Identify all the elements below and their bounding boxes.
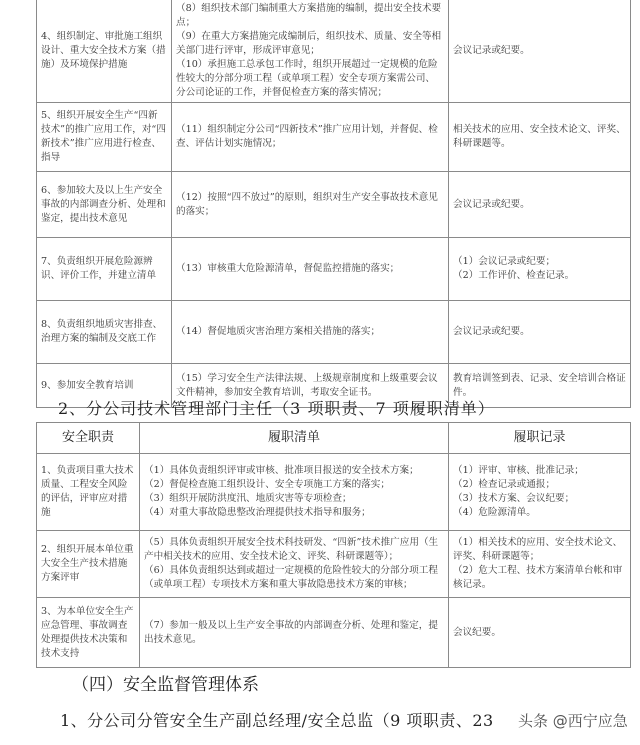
tasks-line: （2）督促检查施工组织设计、安全专项施工方案的落实；	[144, 479, 390, 490]
records-line: 会议记录或纪要。	[453, 198, 530, 210]
tasks-line: （5）具体负责组织开展安全技术科技研发、“四新”技术推广应用（生产中相关技术的应用、安全技术论文、评奖、科研课题等）；	[144, 537, 439, 562]
tasks-line: （14）督促地质灾害治理方案相关措施的落实；	[176, 326, 381, 337]
duty-cell: 6、参加较大及以上生产安全事故的内部调查分析、处理和鉴定，提出技术意见	[37, 172, 172, 238]
header-tasks: 履职清单	[140, 423, 449, 454]
duty-table-1	[36, 0, 631, 408]
records-line: 会议记录或纪要。	[453, 45, 530, 56]
records-line: 会议记录或纪要。	[453, 326, 530, 337]
records-line: （2）危大工程、技术方案清单台帐和审核记录。	[453, 565, 623, 590]
records-cell	[449, 103, 631, 172]
records-line: 教育培训签到表、记录、安全培训合格证件。	[453, 372, 626, 398]
table-row	[37, 103, 631, 172]
tasks-line: （7）参加一般及以上生产安全事故的内部调查分析、处理和鉴定，提出技术意见。	[144, 619, 438, 645]
section-heading-tech-dept: 2、分公司技术管理部门主任（3 项职责、7 项履职清单）	[58, 399, 495, 418]
tasks-line: （8）组织技术部门编制重大方案措施的编制，提出安全技术要点；	[176, 3, 442, 28]
table-row	[37, 0, 631, 103]
tasks-line: （9）在重大方案措施完成编制后，组织技术、质量、安全等相关部门进行评审，形成评审意见；	[176, 31, 442, 56]
duty-cell: 2、组织开展本单位重大安全生产技术措施方案评审	[37, 531, 140, 598]
subsection-heading-deputy-gm: 1、分公司分管安全生产副总经理/安全总监（9 项职责、23	[60, 711, 494, 730]
table-row	[37, 238, 631, 301]
watermark: 头条 @西宁应急	[518, 712, 628, 730]
records-line: （1）会议记录或纪要；	[453, 256, 556, 267]
duty-table-2	[36, 422, 631, 668]
tasks-line: （3）组织开展防洪度汛、地质灾害等专项检查；	[144, 493, 352, 504]
header-duty: 安全职责	[37, 423, 140, 454]
tasks-line: （13）审核重大危险源清单，督促监控措施的落实；	[176, 263, 400, 274]
tasks-cell	[172, 238, 449, 301]
records-cell	[449, 0, 631, 103]
records-line: 会议纪要。	[453, 626, 501, 638]
records-line: （1）评审、审核、批准记录；	[453, 465, 584, 476]
tasks-cell	[172, 0, 449, 103]
tasks-line: （4）对重大事故隐患整改治理提供技术指导和服务；	[144, 507, 371, 518]
table-row	[37, 454, 631, 531]
tasks-line: （11）组织制定分公司“四新技术”推广应用计划，并督促、检查、评估计划实施情况；	[176, 124, 438, 149]
table-row	[37, 598, 631, 668]
tasks-cell	[172, 301, 449, 364]
records-line: （3）技术方案、会议纪要；	[453, 493, 575, 504]
records-line: （1）相关技术的应用、安全技术论文、评奖、科研课题等；	[453, 537, 623, 562]
duty-cell: 4、组织制定、审批施工组织设计、重大安全技术方案（措施）及环境保护措施	[37, 0, 172, 103]
duty-cell: 9、参加安全教育培训	[37, 364, 172, 408]
duty-cell: 5、组织开展安全生产“四新技术”的推广应用工作，对“四新技术”推广应用进行检查、指导	[37, 103, 172, 172]
records-cell	[449, 598, 631, 668]
duty-cell: 3、为本单位安全生产应急管理、事故调查处理提供技术决策和技术支持	[37, 598, 140, 668]
header-records: 履职记录	[449, 423, 631, 454]
records-line: （4）危险源清单。	[453, 507, 536, 518]
table-row	[37, 301, 631, 364]
tasks-cell	[172, 172, 449, 238]
tasks-line: （10）承担施工总承包工作时，组织开展超过一定规模的危险性较大的分部分项工程（或单项工程）安全专项方案需公司、分公司论证的工作，并督促检查方案的落实情况；	[176, 59, 438, 98]
tasks-line: （1）具体负责组织评审或审核、批准项目报送的安全技术方案；	[144, 465, 419, 476]
tasks-line: （6）具体负责组织达到或超过一定规模的危险性较大的分部分项工程（或单项工程）专项技术方案和重大事故隐患技术方案的审核；	[144, 565, 438, 590]
records-cell	[449, 301, 631, 364]
records-cell	[449, 531, 631, 598]
duty-cell: 1、负责项目重大技术质量、工程安全风险的评估，评审应对措施	[37, 454, 140, 531]
duty-cell: 7、负责组织开展危险源辨识、评价工作，并建立清单	[37, 238, 172, 301]
section-heading-safety-supervision: （四）安全监督管理体系	[72, 675, 259, 695]
records-line: （2）工作评价、检查记录。	[453, 270, 575, 281]
tasks-line: （15）学习安全生产法律法规、上级规章制度和上级重要会议文件精神，参加安全教育培训，考取安全证书。	[176, 372, 438, 398]
duty-cell: 8、负责组织地质灾害排查、治理方案的编制及交底工作	[37, 301, 172, 364]
records-cell	[449, 172, 631, 238]
table-row	[37, 531, 631, 598]
table-row	[37, 172, 631, 238]
tasks-line: （12）按照“四不放过”的原则，组织对生产安全事故技术意见的落实；	[176, 191, 438, 217]
records-cell	[449, 454, 631, 531]
records-line: （2）检查记录或通报；	[453, 479, 556, 490]
tasks-cell	[140, 598, 449, 668]
tasks-cell	[172, 103, 449, 172]
records-cell	[449, 238, 631, 301]
tasks-cell	[140, 454, 449, 531]
records-line: 相关技术的应用、安全技术论文、评奖、科研课题等。	[453, 124, 626, 149]
tasks-cell	[140, 531, 449, 598]
table-header-row	[37, 423, 631, 454]
